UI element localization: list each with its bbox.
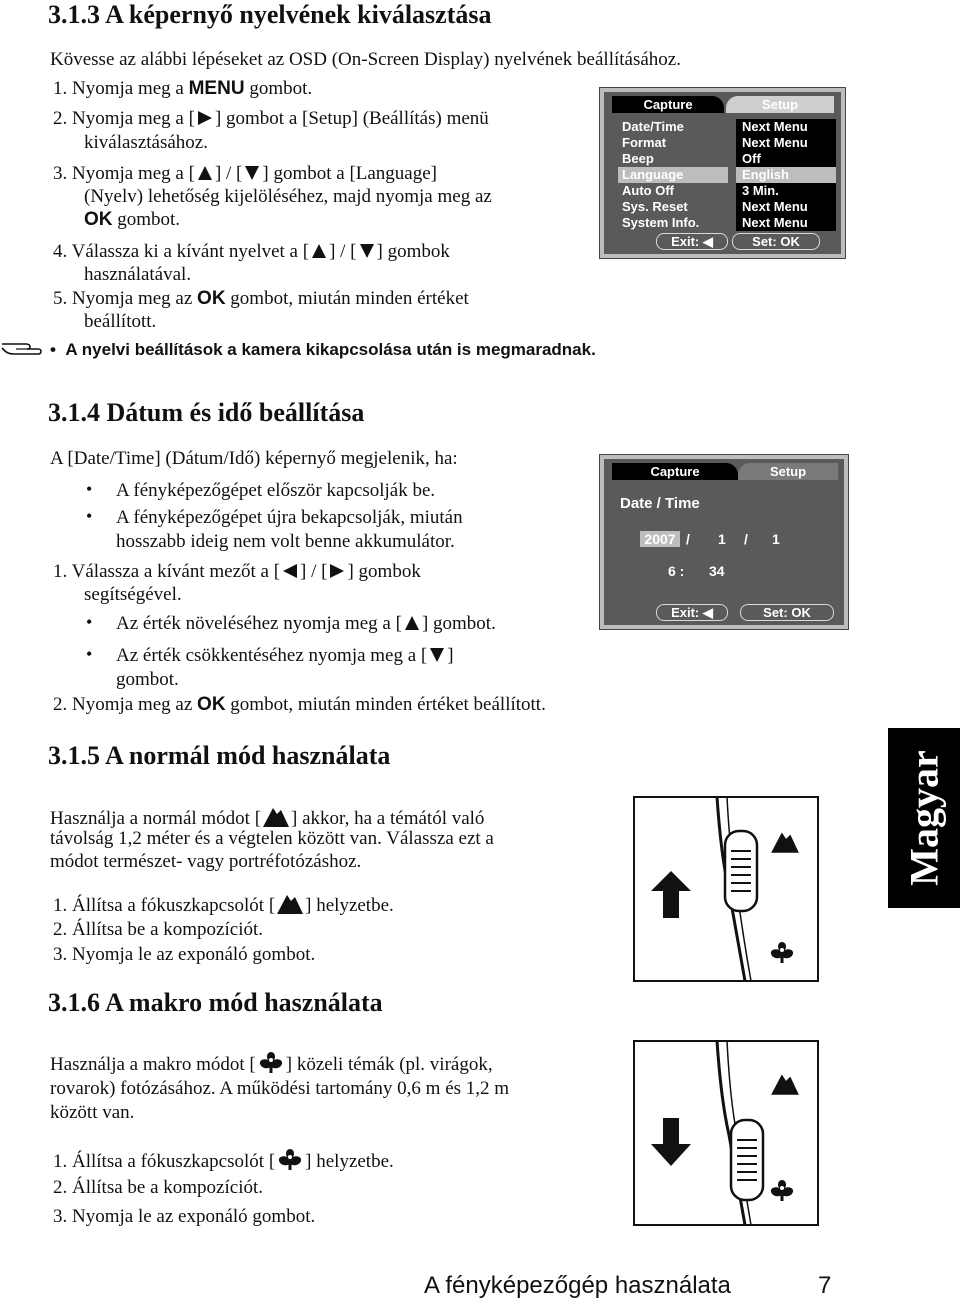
osd-row-system-info (604, 215, 841, 231)
s316-step-3: 3. Nyomja le az exponáló gombot. (53, 1206, 316, 1227)
bullet-dot: • (50, 340, 66, 359)
osd-row-value: Next Menu (736, 135, 836, 151)
s314-bullet-2: A fényképezőgépet újra bekapcsolják, miután (116, 507, 463, 528)
section-title-3-1-6: 3.1.6 A makro mód használata (48, 988, 383, 1017)
up-arrow-icon (404, 615, 420, 631)
osd-day-field: 1 (772, 531, 780, 547)
osd-set-hint: Set: OK (740, 604, 834, 621)
s313-step-3-cont2 (84, 208, 180, 231)
text: 4. Válassza ki a kívánt nyelvet a [ (53, 241, 310, 262)
s316-para-line-3: között van. (50, 1102, 135, 1123)
pointing-hand-icon (0, 336, 46, 358)
text: ] helyzetbe. (305, 1151, 394, 1172)
osd-exit-hint (656, 604, 728, 621)
section-title-3-1-4: 3.1.4 Dátum és idő beállítása (48, 398, 365, 427)
right-arrow-icon (329, 563, 345, 579)
text: gombot, miután minden értéket beállított. (225, 694, 546, 715)
osd-row-value: English (736, 167, 836, 183)
osd-exit-label: Exit: (671, 234, 700, 249)
osd-date-separator: / (686, 531, 690, 547)
osd-setup-menu (600, 88, 845, 258)
text: ] / [ (214, 163, 243, 184)
osd-row-date-time (604, 119, 841, 135)
text: ] közeli témák (pl. virágok, (285, 1054, 493, 1075)
osd-row-label: Beep (622, 151, 654, 166)
osd-row-label: Auto Off (622, 183, 674, 198)
osd-row-label: System Info. (622, 215, 700, 230)
s314-step-1 (53, 560, 421, 583)
osd-date-time-heading: Date / Time (620, 495, 700, 512)
osd-date-separator: / (744, 531, 748, 547)
text: 2. Nyomja meg az (53, 694, 198, 715)
text: 1. Nyomja meg a (53, 78, 189, 99)
text: Az érték növeléséhez nyomja meg a [ (116, 613, 402, 634)
ok-key-label: OK (84, 209, 113, 230)
s313-step-4-cont: használatával. (84, 264, 192, 285)
s313-step-3-cont: (Nyelv) lehetőség kijelöléséhez, majd nyomja meg az (84, 186, 492, 207)
osd-minute-field: 34 (709, 563, 725, 579)
bullet-dot: • (86, 506, 93, 526)
text: ] gombot a [Language] (262, 163, 438, 184)
text: ] gombot. (421, 613, 496, 634)
left-arrow-icon (282, 563, 298, 579)
section-title-3-1-5: 3.1.5 A normál mód használata (48, 741, 391, 770)
osd-row-value: Next Menu (736, 119, 836, 135)
down-arrow-icon (359, 243, 375, 259)
s313-step-1 (53, 77, 312, 100)
s314-bullet-3 (116, 612, 496, 635)
osd-month-field: 1 (718, 531, 726, 547)
osd-row-format (604, 135, 841, 151)
osd-row-language (604, 167, 841, 183)
s313-step-5-cont: beállított. (84, 311, 157, 332)
osd-exit-hint (656, 233, 728, 250)
text: 2. Nyomja meg a [ (53, 108, 195, 129)
menu-key-label: MENU (188, 78, 245, 99)
text: ] / [ (300, 561, 328, 582)
s313-note (50, 340, 596, 360)
text: gombot, miután minden értéket (225, 288, 469, 309)
flower-icon (275, 1145, 305, 1171)
text: gombot. (112, 209, 181, 230)
focus-switch-macro-illustration (633, 1040, 819, 1226)
mountain-icon (275, 889, 305, 915)
language-side-tab (888, 728, 960, 908)
s313-step-2-cont: kiválasztásához. (84, 132, 208, 153)
s316-para-line-1 (50, 1048, 493, 1076)
section-title-3-1-3: 3.1.3 A képernyő nyelvének kiválasztása (48, 0, 492, 29)
osd-row-label: Format (622, 135, 667, 150)
text: gombot. (244, 78, 313, 99)
osd-row-value: Next Menu (736, 215, 836, 231)
up-arrow-icon (311, 243, 327, 259)
text: 1. Állítsa a fókuszkapcsolót [ (53, 1151, 276, 1172)
text: Az érték csökkentéséhez nyomja meg a [ (116, 645, 428, 666)
bullet-dot: • (86, 479, 93, 499)
osd-tab-capture: Capture (612, 96, 724, 113)
s313-step-5 (53, 287, 469, 310)
footer-title: A fényképezőgép használata (424, 1272, 731, 1299)
osd-tab-setup: Setup (738, 463, 838, 480)
s315-para-line-1 (50, 802, 484, 830)
osd-row-label: Sys. Reset (622, 199, 688, 214)
s314-step-1-cont: segítségével. (84, 584, 182, 605)
osd-row-value: Off (736, 151, 836, 167)
s315-step-3: 3. Nyomja le az exponáló gombot. (53, 944, 316, 965)
focus-switch-normal-illustration (633, 796, 819, 982)
osd-date-time (600, 455, 848, 629)
mountain-icon (261, 802, 291, 828)
s313-intro: Kövesse az alábbi lépéseket az OSD (On-Screen Display) nyelvének beállításához. (50, 49, 681, 70)
s314-bullet-2-cont: hosszabb ideig nem volt benne akkumulátor. (116, 531, 455, 552)
osd-row-sys-reset (604, 199, 841, 215)
text: 1. Állítsa a fókuszkapcsolót [ (53, 895, 276, 916)
down-arrow-icon (244, 165, 260, 181)
s314-bullet-4-cont: gombot. (116, 669, 179, 690)
s314-bullet-1: A fényképezőgépet először kapcsolják be. (116, 480, 436, 501)
left-arrow-icon: ◀ (702, 234, 713, 249)
s314-intro: A [Date/Time] (Dátum/Idő) képernyő megjelenik, ha: (50, 448, 458, 469)
s314-step-2 (53, 693, 546, 716)
ok-key-label: OK (197, 694, 226, 715)
osd-tab-capture: Capture (612, 463, 738, 480)
text: ] / [ (329, 241, 357, 262)
s313-step-2 (53, 107, 489, 130)
text: 1. Válassza a kívánt mezőt a [ (53, 561, 281, 582)
text: ] gombok (347, 561, 421, 582)
s314-bullet-4 (116, 644, 454, 667)
osd-row-value: Next Menu (736, 199, 836, 215)
text: ] helyzetbe. (305, 895, 394, 916)
text: ] gombok (376, 241, 450, 262)
bullet-dot: • (86, 644, 93, 664)
text: 3. Nyomja meg a [ (53, 163, 195, 184)
s315-step-2: 2. Állítsa be a kompozíciót. (53, 919, 264, 940)
s316-step-1 (53, 1145, 394, 1173)
s315-step-1 (53, 889, 394, 917)
text: ] akkor, ha a témától való (291, 808, 485, 829)
text: ] gombot a [Setup] (Beállítás) menü (214, 108, 489, 129)
osd-row-beep (604, 151, 841, 167)
bullet-dot: • (86, 612, 93, 632)
page-number: 7 (818, 1272, 832, 1299)
text: ] (447, 645, 454, 666)
osd-hour-field: 6 : (668, 563, 685, 579)
text: 5. Nyomja meg az (53, 288, 198, 309)
text: Használja a normál módot [ (50, 808, 262, 829)
flower-icon (256, 1048, 286, 1074)
down-arrow-icon (429, 647, 445, 663)
s313-step-3 (53, 162, 437, 185)
osd-exit-label: Exit: (671, 605, 700, 620)
osd-row-auto-off (604, 183, 841, 199)
side-tab-label: Magyar (901, 750, 947, 886)
right-arrow-icon (197, 110, 213, 126)
osd-row-label: Language (618, 167, 728, 183)
s316-step-2: 2. Állítsa be a kompozíciót. (53, 1177, 264, 1198)
osd-tab-setup: Setup (726, 96, 834, 113)
text: Használja a makro módot [ (50, 1054, 256, 1075)
osd-year-field: 2007 (640, 531, 680, 547)
s315-para-line-3: módot természet- vagy portréfotózáshoz. (50, 851, 362, 872)
ok-key-label: OK (197, 288, 226, 309)
osd-set-hint: Set: OK (732, 233, 820, 250)
osd-row-value: 3 Min. (736, 183, 836, 199)
s315-para-line-2: távolság 1,2 méter és a végtelen között van. Válassza ezt a (50, 828, 494, 849)
left-arrow-icon: ◀ (702, 605, 713, 620)
up-arrow-icon (197, 165, 213, 181)
osd-row-label: Date/Time (622, 119, 684, 134)
s313-step-4 (53, 240, 450, 263)
s316-para-line-2: rovarok) fotózásához. A működési tartomány 0,6 m és 1,2 m (50, 1078, 510, 1099)
note-text: A nyelvi beállítások a kamera kikapcsolása után is megmaradnak. (65, 340, 596, 359)
